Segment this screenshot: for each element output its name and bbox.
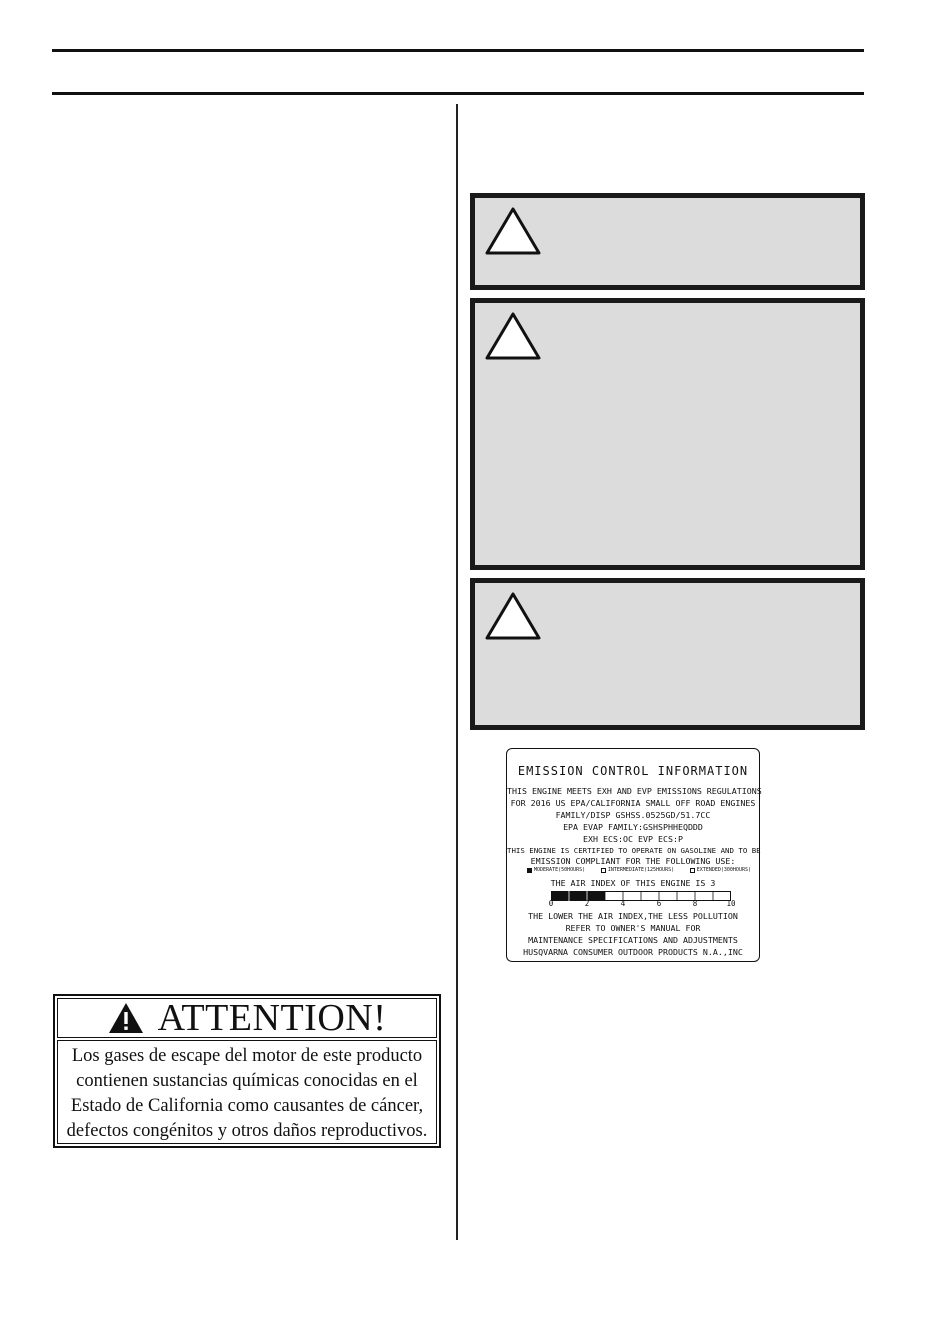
emission-label-footer: THE LOWER THE AIR INDEX,THE LESS POLLUTION [528, 911, 738, 921]
air-index-tick-label: 6 [656, 899, 662, 908]
emission-label-line: THIS ENGINE MEETS EXH AND EVP EMISSIONS REGULATIONS [507, 786, 762, 796]
attention-title: ATTENTION! [157, 997, 387, 1039]
checkbox-checked-icon [527, 868, 532, 873]
column-divider [456, 104, 458, 1240]
emission-label-line: EMISSION COMPLIANT FOR THE FOLLOWING USE: [530, 856, 736, 866]
checkbox-empty-icon [690, 868, 695, 873]
header-rule-top [52, 49, 864, 52]
use-category-list [527, 867, 751, 873]
header-rule-bottom [52, 92, 864, 95]
emission-label-footer: MAINTENANCE SPECIFICATIONS AND ADJUSTMENTS [528, 935, 738, 945]
warning-triangle-icon [485, 206, 541, 256]
attention-header [57, 998, 437, 1038]
warning-triangle-icon [485, 591, 541, 641]
attention-body [57, 1040, 437, 1144]
air-index-tick-label: 8 [692, 899, 698, 908]
use-option: MODERATE(50HOURS) [527, 867, 585, 873]
air-index-text: THE AIR INDEX OF THIS ENGINE IS 3 [550, 878, 716, 888]
emission-label-line: FOR 2016 US EPA/CALIFORNIA SMALL OFF ROAD ENGINES [510, 798, 756, 808]
emission-label-footer: REFER TO OWNER'S MANUAL FOR [565, 923, 701, 933]
emission-label-line: EPA EVAP FAMILY:GSHSPHHEQDDD [563, 822, 703, 832]
warning-box-3 [470, 578, 865, 730]
attention-line: defectos congénitos y otros daños reproductivos. [66, 1121, 428, 1141]
use-option: EXTENDED(300HOURS) [690, 867, 751, 873]
attention-line: Los gases de escape del motor de este producto [71, 1046, 423, 1066]
air-index-tick-label: 2 [584, 899, 590, 908]
air-index-tick-label: 10 [726, 899, 736, 908]
emission-control-label [506, 748, 760, 962]
warning-triangle-icon [485, 311, 541, 361]
air-index-tick-label: 0 [548, 899, 554, 908]
exclamation-triangle-icon [108, 1002, 144, 1034]
emission-label-title: EMISSION CONTROL INFORMATION [517, 764, 749, 778]
emission-label-footer: HUSQVARNA CONSUMER OUTDOOR PRODUCTS N.A.,INC [523, 947, 743, 957]
attention-line: contienen sustancias químicas conocidas en el [76, 1071, 418, 1091]
air-index-ticks [548, 899, 736, 909]
use-option: INTERMEDIATE(125HOURS) [601, 867, 674, 873]
warning-box-2 [470, 298, 865, 570]
warning-box-1 [470, 193, 865, 290]
emission-label-line: EXH ECS:OC EVP ECS:P [583, 834, 683, 844]
attention-line: Estado de California como causantes de cáncer, [70, 1096, 424, 1116]
air-index-tick-label: 4 [620, 899, 626, 908]
emission-label-line: FAMILY/DISP GSHSS.0525GD/51.7CC [555, 810, 711, 820]
checkbox-empty-icon [601, 868, 606, 873]
attention-notice [53, 994, 441, 1148]
emission-label-line: THIS ENGINE IS CERTIFIED TO OPERATE ON GASOLINE AND TO BE [507, 846, 761, 855]
